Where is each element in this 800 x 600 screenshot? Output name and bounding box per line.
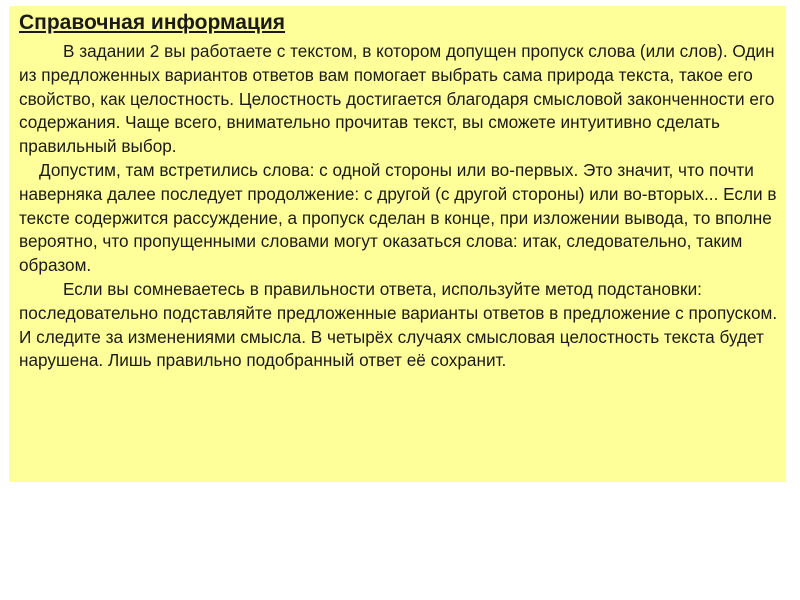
paragraph-substitution-method: Если вы сомневаетесь в правильности ответа, используйте метод подстановки: последовательно подставляйте предложенные варианты ответов в предложение с пропуском. И следите за изменениями смысла. В четырёх случаях смысловая целостность текста будет нарушена. Лишь правильно подобранный ответ её сохранит. [19,278,778,371]
paragraph-example-words: Допустим, там встретились слова: с одной стороны или во-первых. Это значит, что почти наверняка далее последует продолжение: с другой (с другой стороны) или во-вторых... Если в тексте содержится рассуждение, а пропуск сделан в конце, при изложении вывода, то вполне вероятно, что пропущенными словами могут оказаться слова: итак, следовательно, таким образом. [19,159,777,276]
reference-info-box [9,6,786,482]
paragraph-task-intro: В задании 2 вы работаете с текстом, в котором допущен пропуск слова (или слов). Один из предложенных вариантов ответов вам помогает выбрать сама природа текста, такое его свойство, как целостность. Целостность достигается благодаря смысловой законченности его содержания. Чаще всего, внимательно прочитав текст, вы сможете интуитивно сделать правильный выбор. [19,41,775,157]
slide-title: Справочная информация [19,11,286,34]
